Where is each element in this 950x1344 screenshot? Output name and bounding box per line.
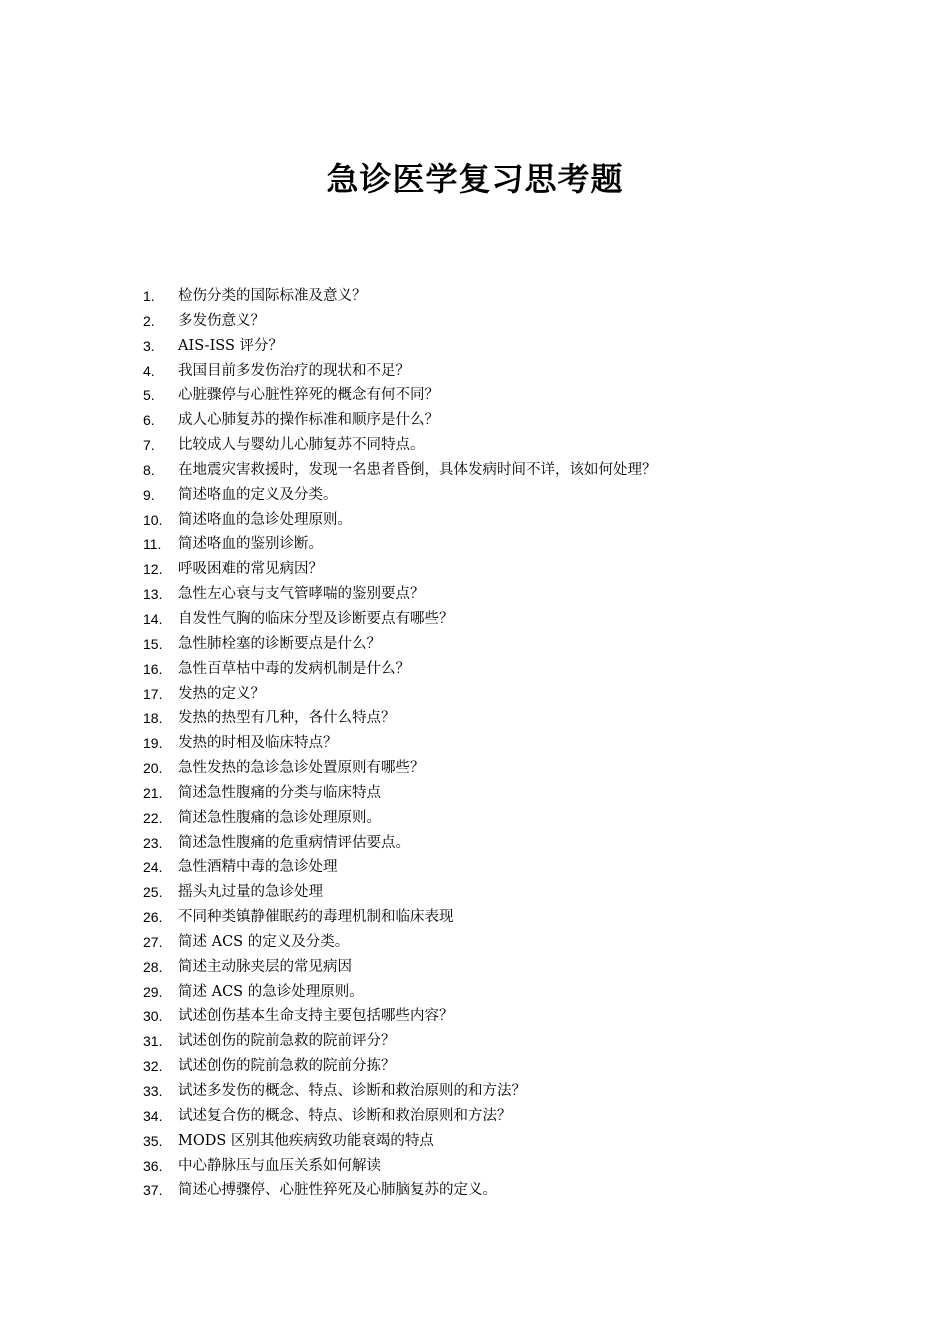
question-item (143, 483, 863, 508)
question-item (143, 682, 863, 707)
question-text: 在地震灾害救援时，发现一名患者昏倒，具体发病时间不详，该如何处理？ (178, 461, 657, 478)
question-text: 摇头丸过量的急诊处理 (178, 884, 323, 901)
question-text: 呼吸困难的常见病因？ (178, 561, 323, 578)
question-text: 发热的定义？ (178, 685, 265, 702)
question-number: 35. (143, 1132, 163, 1149)
question-item (143, 508, 863, 533)
question-number: 15. (143, 635, 163, 652)
question-text: 简述 ACS 的定义及分类。 (178, 933, 350, 950)
question-item (143, 582, 863, 607)
question-number: 1. (143, 288, 155, 304)
question-item (143, 284, 863, 309)
question-text: 简述急性腹痛的急诊处理原则。 (178, 809, 381, 826)
question-item (143, 334, 863, 359)
question-number: 22. (143, 809, 163, 826)
question-item (143, 1054, 863, 1079)
question-item (143, 607, 863, 632)
question-number: 32. (143, 1058, 163, 1075)
question-number: 34. (143, 1107, 163, 1124)
question-item (143, 657, 863, 682)
question-text: 发热的时相及临床特点？ (178, 735, 338, 752)
question-item (143, 880, 863, 905)
question-number: 27. (143, 933, 163, 950)
question-text: 我国目前多发伤治疗的现状和不足？ (178, 362, 410, 379)
question-item (143, 1029, 863, 1054)
question-number: 11. (143, 536, 162, 553)
question-number: 30. (143, 1008, 163, 1025)
question-text: 不同种类镇静催眠药的毒理机制和临床表现 (178, 909, 454, 926)
question-item (143, 831, 863, 856)
question-item (143, 309, 863, 334)
question-number: 28. (143, 958, 163, 975)
question-item (143, 731, 863, 756)
question-text: 急性肺栓塞的诊断要点是什么？ (178, 635, 381, 652)
question-item (143, 706, 863, 731)
question-number: 37. (143, 1182, 163, 1199)
question-number: 29. (143, 983, 163, 1000)
question-text: 检伤分类的国际标准及意义？ (178, 288, 367, 304)
question-item (143, 806, 863, 831)
question-number: 33. (143, 1083, 163, 1099)
question-item (143, 1154, 863, 1179)
question-text: 急性发热的急诊急诊处置原则有哪些？ (178, 760, 425, 777)
question-text: 简述心搏骤停、心脏性猝死及心肺脑复苏的定义。 (178, 1182, 497, 1199)
question-item (143, 408, 863, 433)
question-number: 5. (143, 387, 155, 404)
question-number: 36. (143, 1157, 163, 1174)
question-number: 23. (143, 834, 163, 851)
question-text: 试述创伤的院前急救的院前分拣？ (178, 1058, 396, 1075)
question-number: 24. (143, 859, 163, 876)
question-text: 比较成人与婴幼儿心肺复苏不同特点。 (178, 437, 425, 454)
question-text: 急性酒精中毒的急诊处理 (178, 859, 338, 876)
question-text: 自发性气胸的临床分型及诊断要点有哪些？ (178, 610, 454, 627)
question-text: 成人心肺复苏的操作标准和顺序是什么？ (178, 412, 439, 429)
question-text: 中心静脉压与血压关系如何解读 (178, 1157, 381, 1174)
question-item (143, 756, 863, 781)
question-number: 19. (143, 735, 163, 752)
question-number: 4. (143, 362, 155, 379)
question-number: 8. (143, 461, 155, 478)
question-number: 12. (143, 561, 163, 578)
question-item (143, 433, 863, 458)
question-item (143, 955, 863, 980)
question-item (143, 930, 863, 955)
question-item (143, 383, 863, 408)
question-text: 急性百草枯中毒的发病机制是什么？ (178, 660, 410, 677)
question-item (143, 532, 863, 557)
question-text: 发热的热型有几种，各什么特点？ (178, 710, 396, 727)
question-item (143, 1004, 863, 1029)
question-item (143, 557, 863, 582)
question-number: 2. (143, 312, 155, 329)
page-title: 急诊医学复习思考题 (326, 160, 624, 198)
question-number: 17. (143, 685, 163, 702)
question-text: 简述急性腹痛的危重病情评估要点。 (178, 834, 410, 851)
question-text: 简述咯血的急诊处理原则。 (178, 511, 352, 528)
question-item (143, 1104, 863, 1129)
question-text: 简述咯血的鉴别诊断。 (178, 536, 323, 553)
question-text: 简述咯血的定义及分类。 (178, 486, 338, 503)
question-text: 多发伤意义？ (178, 312, 265, 329)
question-number: 16. (143, 660, 163, 677)
question-item (143, 781, 863, 806)
question-number: 14. (143, 610, 163, 627)
question-number: 31. (143, 1033, 163, 1050)
question-number: 26. (143, 909, 163, 926)
question-number: 20. (143, 760, 163, 777)
question-number: 7. (143, 437, 155, 454)
question-text: 试述复合伤的概念、特点、诊断和救治原则和方法？ (178, 1107, 512, 1124)
question-list (143, 284, 863, 1203)
question-text: 心脏骤停与心脏性猝死的概念有何不同？ (178, 387, 439, 404)
question-text: 简述 ACS 的急诊处理原则。 (178, 983, 364, 1000)
question-number: 21. (143, 784, 163, 801)
question-number: 18. (143, 710, 163, 727)
question-item (143, 632, 863, 657)
question-item (143, 1178, 863, 1203)
question-text: 简述急性腹痛的分类与临床特点 (178, 784, 381, 801)
question-item (143, 359, 863, 384)
question-text: AIS-ISS 评分？ (178, 337, 284, 354)
question-item (143, 1129, 863, 1154)
question-text: 试述创伤基本生命支持主要包括哪些内容？ (178, 1008, 454, 1025)
question-number: 9. (143, 486, 155, 503)
question-item (143, 1079, 863, 1104)
question-number: 25. (143, 884, 163, 901)
question-number: 10. (143, 511, 163, 528)
question-item (143, 458, 863, 483)
question-item (143, 855, 863, 880)
question-number: 13. (143, 586, 163, 603)
question-text: 试述创伤的院前急救的院前评分？ (178, 1033, 396, 1050)
question-text: 简述主动脉夹层的常见病因 (178, 958, 352, 975)
question-number: 3. (143, 337, 155, 354)
question-number: 6. (143, 412, 155, 429)
question-text: 试述多发伤的概念、特点、诊断和救治原则的和方法？ (178, 1083, 526, 1099)
question-text: MODS 区别其他疾病致功能衰竭的特点 (178, 1132, 434, 1149)
question-item (143, 980, 863, 1005)
question-item (143, 905, 863, 930)
question-text: 急性左心衰与支气管哮喘的鉴别要点？ (178, 586, 425, 603)
